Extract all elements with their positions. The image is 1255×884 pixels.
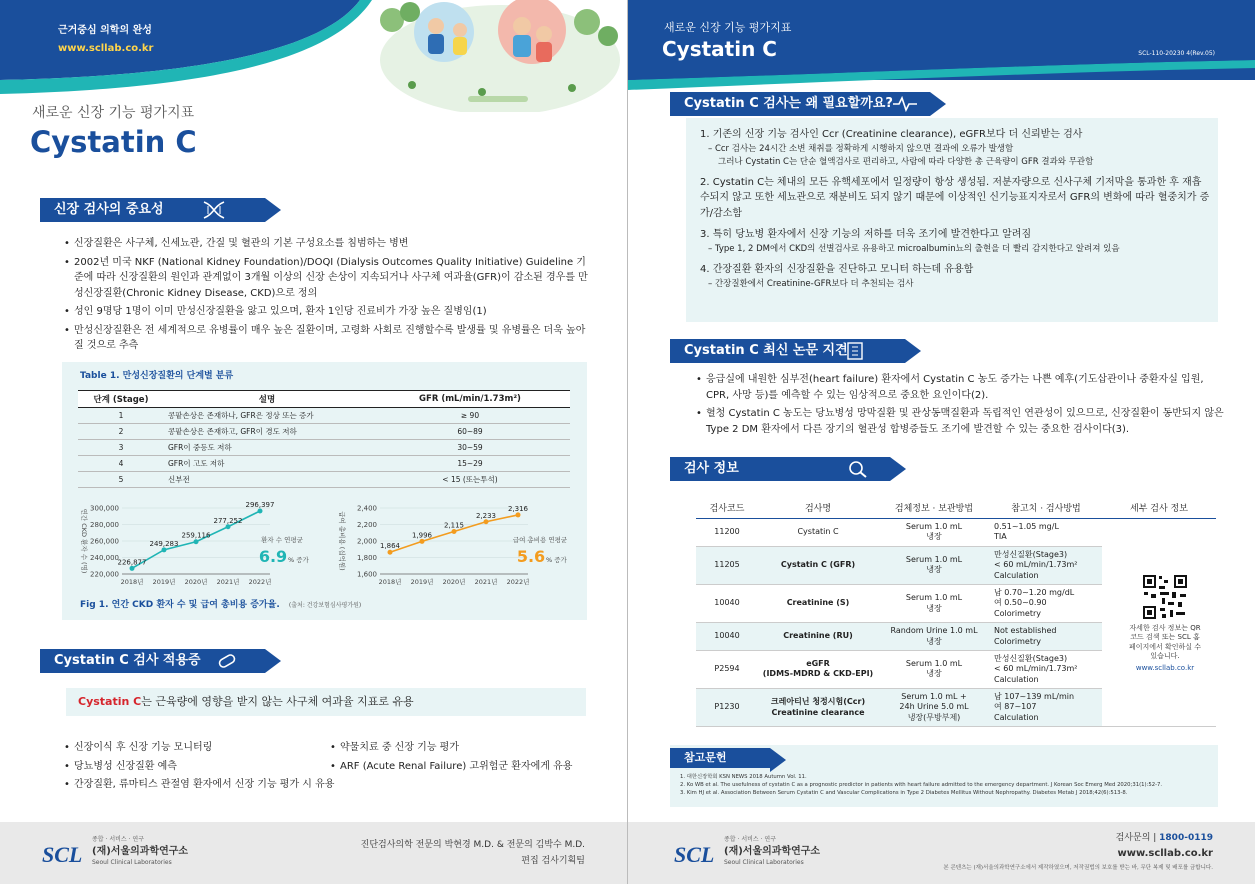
scl-logo: SCL — [42, 842, 83, 867]
table-header: 설명 — [164, 391, 370, 408]
data-label: 2,316 — [507, 504, 529, 513]
table-cell-code: 11200 — [696, 519, 758, 547]
qr-url[interactable]: www.scllab.co.kr — [1135, 664, 1195, 672]
section-heading: 참고문헌 — [684, 751, 727, 764]
x-tick-label: 2022년 — [248, 578, 272, 586]
section-kidney-importance — [40, 198, 265, 222]
qr-note: 자세한 검사 정보는 QR 코드 검색 또는 SCL 홈페이지에서 확인하실 수 있습니다. — [1128, 624, 1202, 661]
table-header: GFR (mL/min/1.73m²) — [370, 391, 570, 408]
data-point — [484, 519, 489, 524]
bullet-item: • 간장질환, 류마티스 관절염 환자에서 신장 기능 평가 시 유용 — [64, 777, 334, 793]
data-point — [420, 539, 425, 544]
table-row — [78, 408, 570, 424]
table-cell-code: 11205 — [696, 546, 758, 584]
footer-url[interactable]: www.scllab.co.kr — [1117, 848, 1213, 859]
why-item-sub: – Ccr 검사는 24시간 소변 채취를 정확하게 시행하지 않으면 결과에 오류가 발생함 — [708, 143, 1014, 154]
data-label: 2,233 — [475, 511, 497, 520]
dna-icon — [200, 200, 228, 220]
data-label: 249,283 — [149, 539, 179, 548]
bullet-item: • 신장이식 후 신장 기능 모니터링 — [64, 740, 334, 756]
left-footer — [0, 822, 627, 884]
table-cell-specimen: Serum 1.0 mL + 24h Urine 5.0 mL 냉장(무방부제) — [878, 689, 990, 727]
table-cell-specimen: Serum 1.0 mL 냉장 — [878, 650, 990, 688]
bullet-item: • 당뇨병성 신장질환 예측 — [64, 759, 334, 775]
table-header: 참고치 · 검사방법 — [990, 497, 1102, 519]
reference-item: 3. Kim HJ et al. Association Between Serum Cystatin C and Vascular Complications in Type 2 Diabetes Mellitus Without Nephropathy. Diabetes Metab J 2018;42(6):513-8. — [680, 790, 1128, 797]
table-cell: 1 — [78, 408, 164, 424]
table-cell: 60~89 — [370, 424, 570, 440]
y-tick-label: 240,000 — [90, 554, 119, 562]
header-subtitle: 새로운 신장 기능 평가지표 — [664, 21, 792, 34]
table-cell-code: 10040 — [696, 623, 758, 651]
editor-credit: 편집 검사기획팀 — [521, 856, 585, 866]
application-bullets-left — [64, 740, 334, 796]
section-heading: 신장 검사의 중요성 — [54, 202, 164, 217]
annotation-unit: % 증가 — [546, 556, 567, 564]
table-cell-specimen: Serum 1.0 mL 냉장 — [878, 519, 990, 547]
y-tick-label: 2,200 — [356, 521, 377, 529]
y-tick-label: 2,400 — [356, 504, 377, 513]
page-subtitle: 새로운 신장 기능 평가지표 — [32, 105, 195, 121]
annotation-value: 6.9 — [258, 547, 288, 566]
x-tick-label: 2019년 — [410, 578, 434, 586]
table1-caption: Table 1. 만성신장질환의 단계별 분류 — [80, 371, 234, 381]
section-heading: Cystatin C 검사 적용증 — [54, 653, 201, 668]
figure-caption-text: Fig 1. 연간 CKD 환자 수 및 급여 총비용 증가율. — [80, 600, 280, 610]
papers-bullets — [696, 372, 1226, 440]
data-label: 2,115 — [443, 521, 465, 530]
table-cell-name: Cystatin C — [758, 519, 878, 547]
table-cell-code: P2594 — [696, 650, 758, 688]
y-tick-label: 220,000 — [90, 570, 119, 579]
magnifier-dna-icon — [846, 459, 872, 479]
reference-item: 2. Ko WB et al. The usefulness of cystatin C as a prognostic predictor in patients with heart failure admitted to the emergency department. J Korean Soc Emerg Med 2020;31(1):52-7. — [680, 782, 1163, 789]
y-tick-label: 280,000 — [90, 521, 119, 529]
table-cell: 5 — [78, 472, 164, 488]
scl-logo: SCL — [674, 842, 715, 867]
page-title: Cystatin C — [30, 125, 197, 159]
table-row — [78, 440, 570, 456]
y-tick-label: 260,000 — [90, 537, 119, 546]
table-cell: 4 — [78, 456, 164, 472]
qr-code[interactable] — [1142, 574, 1188, 620]
table-cell: 콩팥손상은 존재하고, GFR이 경도 저하 — [164, 424, 370, 440]
org-name: (재)서울의과학연구소 — [724, 846, 821, 857]
org-name: (재)서울의과학연구소 — [92, 846, 189, 857]
author-credit: 진단검사의학 전문의 박현경 M.D. & 전문의 김박수 M.D. — [360, 840, 585, 850]
section-papers — [670, 339, 905, 363]
highlight-text: 는 근육량에 영향을 받지 않는 사구체 여과율 지표로 유용 — [141, 695, 414, 708]
section-heading: Cystatin C 검사는 왜 필요할까요? — [684, 96, 893, 111]
table-cell-name: Creatinine (RU) — [758, 623, 878, 651]
application-highlight — [66, 688, 586, 716]
data-point — [516, 512, 521, 517]
data-label: 226,877 — [117, 558, 147, 567]
table-cell-code: 10040 — [696, 584, 758, 622]
table-cell-ref: 0.51~1.05 mg/L TIA — [990, 519, 1102, 547]
x-tick-label: 2018년 — [120, 578, 144, 586]
data-point — [258, 508, 263, 513]
right-footer — [628, 822, 1255, 884]
contact-phone: 1800-0119 — [1159, 833, 1213, 843]
org-small: 종합 · 서비스 · 연구 — [92, 836, 145, 843]
x-tick-label: 2021년 — [474, 578, 498, 586]
table-header: 검사명 — [758, 497, 878, 519]
why-list — [700, 127, 1210, 291]
table-cell-ref: 만성신질환(Stage3) < 60 mL/min/1.73m² Calculation — [990, 546, 1102, 584]
header-tagline: 근거중심 의학의 완성 — [58, 25, 152, 36]
bullet-item: • 성인 9명당 1명이 이미 만성신장질환을 앓고 있으며, 환자 1인당 진료비가 가장 높은 질병임(1) — [64, 304, 594, 320]
data-point — [162, 547, 167, 552]
table-cell: 3 — [78, 440, 164, 456]
section-heading: Cystatin C 최신 논문 지견 — [684, 343, 848, 358]
contact-label: 검사문의 — [1115, 833, 1151, 843]
table-header: 세부 검사 정보 — [1102, 497, 1216, 519]
application-bullets-right — [330, 740, 600, 777]
data-label: 296,397 — [245, 500, 275, 509]
data-label: 259,116 — [181, 531, 211, 540]
references-list — [680, 773, 1210, 798]
table-cell: < 15 (또는투석) — [370, 472, 570, 488]
figure-source: (출처: 건강보험심사평가원) — [288, 602, 362, 609]
data-label: 1,864 — [379, 542, 401, 551]
table-header: 검사코드 — [696, 497, 758, 519]
why-item-sub: – Type 1, 2 DM에서 CKD의 선별검사로 유용하고 microalbumin뇨의 출현을 더 빨리 감지한다고 알려져 있음 — [708, 243, 1120, 254]
header-url[interactable]: www.scllab.co.kr — [58, 43, 154, 54]
y-tick-label: 1,800 — [356, 554, 377, 562]
y-tick-label: 2,000 — [356, 537, 377, 546]
highlight-red: Cystatin C — [78, 695, 142, 708]
left-page — [0, 0, 627, 884]
y-axis-title: 연간 CKD 환자 수 (명) — [80, 508, 88, 574]
table-cell-ref: 남 107~139 mL/min 여 87~107 Calculation — [990, 689, 1102, 727]
y-axis-title: 급여 총비용 (십억원) — [338, 511, 346, 571]
y-tick-label: 300,000 — [90, 504, 119, 513]
table-cell: 15~29 — [370, 456, 570, 472]
table-cell: ≥ 90 — [370, 408, 570, 424]
x-tick-label: 2019년 — [152, 578, 176, 586]
table-cell: GFR이 중등도 저하 — [164, 440, 370, 456]
section-test-info — [670, 457, 890, 481]
annotation-unit: % 증가 — [288, 556, 309, 564]
org-name-en: Seoul Clinical Laboratories — [92, 859, 172, 866]
table-cell-name: Creatinine (S) — [758, 584, 878, 622]
y-tick-label: 1,600 — [356, 570, 377, 579]
why-item-sub: – 간장질환에서 Creatinine-GFR보다 더 추천되는 검사 — [708, 278, 914, 289]
chart-ckd-patients — [70, 496, 320, 592]
bullet-item: • 2002년 미국 NKF (National Kidney Foundation)/DOQI (Dialysis Outcomes Quality Initiative) Guideline 기준에 따라 신장질환의 원인과 관계없이 3개월 이상의 신장 손상이 지속되거나 사구체 여과율(GFR)이 감소된 경우를 만성신장질환(Chronic Kidney Disease, CKD)으로 정의 — [64, 255, 594, 302]
table-cell: 2 — [78, 424, 164, 440]
table-cell-ref: 남 0.70~1.20 mg/dL 여 0.50~0.90 Colorimetry — [990, 584, 1102, 622]
why-item-title: 4. 간장질환 환자의 신장질환을 진단하고 모니터 하는데 유용함 — [700, 264, 974, 276]
table-cell-ref: 만성신질환(Stage3) < 60 mL/min/1.73m² Calculation — [990, 650, 1102, 688]
table-row — [78, 456, 570, 472]
test-info-table — [696, 497, 1216, 727]
section-why-cystatin — [670, 92, 930, 116]
right-page — [628, 0, 1255, 884]
data-label: 1,996 — [411, 531, 433, 540]
bullet-item: • 신장질환은 사구체, 신세뇨관, 간질 및 혈관의 기본 구성요소를 침범하는 병변 — [64, 236, 594, 252]
table-cell-code: P1230 — [696, 689, 758, 727]
data-point — [452, 529, 457, 534]
table-cell-specimen: Serum 1.0 mL 냉장 — [878, 546, 990, 584]
importance-bullets — [64, 236, 594, 357]
bullet-item: • ARF (Acute Renal Failure) 고위험군 환자에게 유용 — [330, 759, 600, 775]
ckd-stage-table — [78, 390, 570, 488]
capsule-icon — [216, 652, 238, 670]
bullet-item: • 만성신장질환은 전 세계적으로 유병률이 매우 높은 질환이며, 고령화 사회로 진행할수록 발생률 및 유병률은 더욱 높아질 것으로 추측 — [64, 323, 594, 354]
why-item-sub: 그러나 Cystatin C는 단순 혈액검사로 편리하고, 사람에 따라 다양한 총 근육량이 GFR 결과와 무관함 — [718, 156, 1094, 167]
table-cell-detail — [1102, 519, 1216, 727]
table-cell-name: eGFR (IDMS-MDRD & CKD-EPI) — [758, 650, 878, 688]
table-cell-specimen: Random Urine 1.0 mL 냉장 — [878, 623, 990, 651]
x-tick-label: 2020년 — [442, 578, 466, 586]
table-cell: GFR이 고도 저하 — [164, 456, 370, 472]
why-item-title: 2. Cystatin C는 체내의 모든 유핵세포에서 일정량이 항상 생성됨. 저분자량으로 신사구체 기저막을 통과한 후 재흡수되지 않고 또한 세뇨관으로 재분비도 되지 않기 때문에 이상적인 신기능표지자로서 GFR의 변화에 따라 혈중치가 증가/감소함 — [700, 176, 1210, 219]
table-cell: 신부전 — [164, 472, 370, 488]
data-point — [194, 539, 199, 544]
header-title: Cystatin C — [662, 37, 777, 61]
table-row — [78, 424, 570, 440]
table-row — [696, 519, 1216, 547]
table-cell: 30~59 — [370, 440, 570, 456]
table-row — [78, 472, 570, 488]
bullet-item: • 응급실에 내원한 심부전(heart failure) 환자에서 Cystatin C 농도 증가는 나쁜 예후(기도삽관이나 중환자실 입원, CPR, 사망 등)를 예측할 수 있는 임상적으로 중요한 요인이다(2). — [696, 372, 1226, 403]
why-item-title: 3. 특히 당뇨병 환자에서 신장 기능의 저하를 더욱 조기에 발견한다고 알려짐 — [700, 229, 1032, 241]
bullet-item: • 혈청 Cystatin C 농도는 당뇨병성 망막질환 및 관상동맥질환과 독립적인 연관성이 있으므로, 신장질환이 동반되지 않은 Type 2 DM 환자에서 다른 장기의 혈관성 합병증들도 조기에 발견할 수 있는 중요한 검사이다(3). — [696, 406, 1226, 437]
data-point — [130, 566, 135, 571]
bullet-item: • 약물치료 중 신장 기능 평가 — [330, 740, 600, 756]
section-heading: 검사 정보 — [684, 461, 739, 476]
contact: 검사문의 | 1800-0119 — [1115, 833, 1213, 843]
table-cell-ref: Not established Colorimetry — [990, 623, 1102, 651]
x-tick-label: 2020년 — [184, 578, 208, 586]
annotation-value: 5.6 — [516, 547, 546, 566]
data-point — [226, 524, 231, 529]
annotation-label: 급여 총비용 연평균 — [512, 536, 568, 544]
heartbeat-icon — [890, 95, 920, 113]
table-header: 단계 (Stage) — [78, 391, 164, 408]
x-tick-label: 2022년 — [506, 578, 530, 586]
test-tube-icon — [844, 341, 866, 361]
figure-caption — [80, 599, 361, 611]
copyright: 본 콘텐츠는 (재)서울의과학연구소에서 제작하였으며, 저작권법의 보호를 받는 바, 무단 복제 및 배포를 금합니다. — [943, 865, 1213, 871]
illustration-family-park — [372, 0, 627, 112]
annotation-label: 환자 수 연평균 — [261, 536, 303, 544]
org-small: 종합 · 서비스 · 연구 — [724, 836, 777, 843]
chart-benefit-cost — [328, 496, 578, 592]
section-references — [670, 748, 770, 768]
x-tick-label: 2018년 — [378, 578, 402, 586]
org-name-en: Seoul Clinical Laboratories — [724, 859, 804, 866]
x-tick-label: 2021년 — [216, 578, 240, 586]
data-label: 277,252 — [213, 516, 243, 525]
table-header: 검체정보 · 보관방법 — [878, 497, 990, 519]
reference-item: 1. 대한신장학회 KSN NEWS 2018 Autumn Vol. 11. — [680, 774, 807, 780]
table-cell-specimen: Serum 1.0 mL 냉장 — [878, 584, 990, 622]
document-number: SCL-110-20230 4(Rev.05) — [1138, 50, 1215, 57]
table-cell-name: 크레아티닌 청정시험(Ccr) Creatinine clearance — [758, 689, 878, 727]
table-cell-name: Cystatin C (GFR) — [758, 546, 878, 584]
why-item-title: 1. 기존의 신장 기능 검사인 Ccr (Creatinine clearance), eGFR보다 더 신뢰받는 검사 — [700, 129, 1083, 140]
section-application — [40, 649, 265, 673]
table-cell: 콩팥손상은 존재하나, GFR은 정상 또는 증가 — [164, 408, 370, 424]
data-point — [388, 550, 393, 555]
header-wave — [628, 60, 1255, 94]
